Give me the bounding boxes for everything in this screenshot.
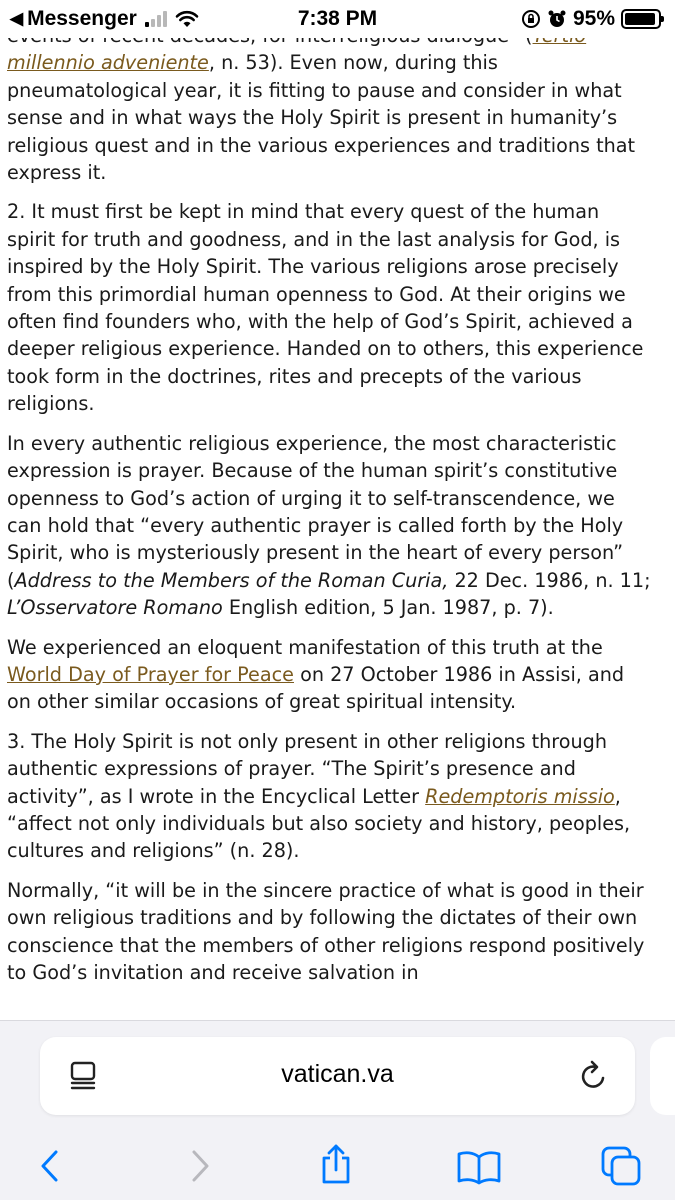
paragraph-text: 3. The Holy Spirit is not only present in other religions through authentic expressions of prayer. “The Spirit’s presence and activity”, as I wrote in the Encyclical Letter: [7, 729, 607, 808]
paragraph-text: Normally, “it will be in the sincere practice of what is good in their own religious traditions and by following the dictates of their own conscience that the members of other religions respond positively to God’s invitation and receive salvation in: [7, 878, 645, 984]
article-link[interactable]: World Day of Prayer for Peace: [7, 662, 294, 686]
article-link[interactable]: Redemptoris missio: [425, 784, 615, 808]
browser-toolbar: [0, 1131, 675, 1200]
paragraph-text: , n. 53). Even now, during this pneumatological year, it is fitting to pause and consider in what sense and in what ways the Holy Spirit is present in humanity’s religious quest and in the various experiences and traditions that express it.: [7, 51, 636, 185]
paragraph-text: , “affect not only individuals but also society and history, peoples, cultures and religions” (n. 28).: [7, 784, 631, 863]
rotation-lock-icon: [521, 9, 541, 29]
article-paragraph: [7, 728, 653, 865]
paragraph-text: We experienced an eloquent manifestation of this truth at the: [7, 635, 603, 659]
address-bar[interactable]: [40, 1037, 635, 1115]
url-text[interactable]: vatican.va: [281, 1060, 394, 1088]
back-triangle-icon: ◀: [10, 9, 24, 28]
browser-chrome: [0, 1020, 675, 1200]
battery-percent: 95%: [572, 7, 615, 30]
reload-icon[interactable]: [579, 1059, 609, 1091]
italic-text: L’Osservatore Romano: [7, 596, 223, 620]
back-icon[interactable]: [36, 1149, 66, 1183]
next-tab-preview[interactable]: [650, 1037, 675, 1115]
tabs-icon[interactable]: [600, 1145, 642, 1187]
battery-level-fill: [625, 13, 655, 25]
forward-icon[interactable]: [184, 1149, 214, 1183]
bookmarks-icon[interactable]: [456, 1149, 502, 1185]
article-paragraph: [7, 430, 653, 622]
article-paragraph: [7, 198, 653, 417]
alarm-icon: [547, 9, 567, 29]
article-paragraph: [7, 634, 653, 716]
status-bar: [0, 0, 675, 38]
article-paragraph: [7, 877, 653, 987]
article-paragraph: [7, 22, 653, 186]
article-link[interactable]: millennio adveniente: [7, 51, 209, 75]
paragraph-text: 2. It must first be kept in mind that every quest of the human spirit for truth and goodness, and in the last analysis for God, is inspired by the Holy Spirit. The various religions arose precisely from this primordial human openness to God. At their origins we often find founders who, with the help of God’s Spirit, achieved a deeper religious experience. Handed on to others, this experience took form in the doctrines, rites and precepts of the various religions.: [7, 200, 644, 416]
paragraph-text: 22 Dec. 1986, n. 11;: [448, 568, 651, 592]
paragraph-text: In every authentic religious experience, the most characteristic expression is prayer. Because of the human spirit’s constitutive openness to God’s action of urging it to self-transcendence, we can hold that “every authentic prayer is called forth by the Holy Spirit, who is mysteriously present in the heart of every person” (: [7, 431, 624, 592]
battery-icon: [621, 9, 661, 29]
italic-text: Address to the Members of the Roman Curia,: [14, 568, 449, 592]
paragraph-text: on 27 October 1986 in Assisi, and on other similar occasions of great spiritual intensity.: [7, 662, 625, 714]
paragraph-text: English edition, 5 Jan. 1987, p. 7).: [222, 596, 554, 620]
clock: 7:38 PM: [297, 7, 378, 30]
back-app-label: Messenger: [27, 7, 137, 30]
share-icon[interactable]: [318, 1143, 354, 1185]
